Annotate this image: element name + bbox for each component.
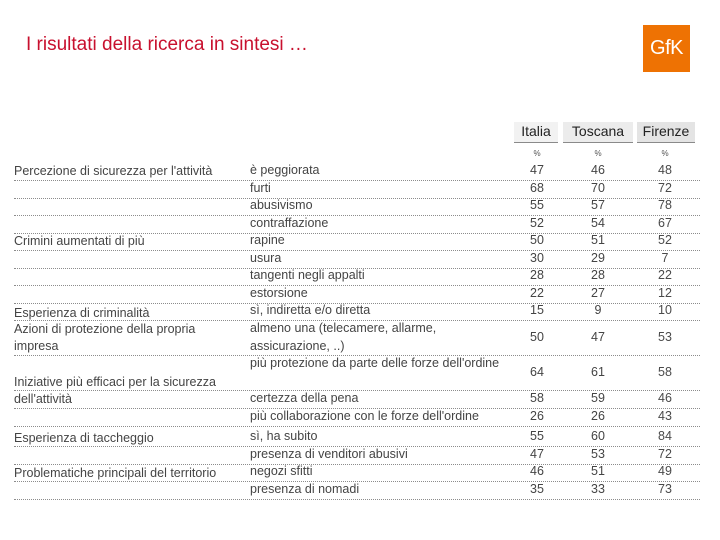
row-item-label: almeno una (telecamere, allarme, assicurazione, ..) [250, 321, 437, 353]
table-row [14, 408, 700, 427]
category-label-territory: Problematiche principali del territorio [14, 466, 217, 480]
value-firenze: 46 [658, 391, 672, 405]
value-italia: 46 [530, 464, 544, 478]
table-row [14, 267, 700, 286]
value-toscana: 47 [591, 329, 605, 344]
row-item-label: più protezione da parte delle forze dell'ordine [250, 356, 500, 370]
value-italia: 26 [530, 409, 544, 423]
value-firenze: 84 [658, 429, 672, 443]
row-item-label: è peggiorata [250, 163, 320, 177]
value-toscana: 60 [591, 429, 605, 443]
value-firenze: 73 [658, 482, 672, 496]
category-label-criminality: Esperienza di criminalità [14, 306, 150, 320]
category-label-shoplifting: Esperienza di taccheggio [14, 431, 154, 445]
value-firenze: 43 [658, 409, 672, 423]
value-firenze: 58 [658, 364, 672, 379]
value-toscana: 28 [591, 268, 605, 282]
row-item-label: tangenti negli appalti [250, 268, 365, 282]
row-item-label: sì, indiretta e/o diretta [250, 303, 371, 317]
value-toscana: 26 [591, 409, 605, 423]
row-item-label: contraffazione [250, 216, 329, 230]
table-row [14, 481, 700, 500]
row-item-label: sì, ha subito [250, 429, 318, 443]
value-toscana: 27 [591, 286, 605, 300]
value-italia: 15 [530, 303, 544, 317]
column-header-firenze: Firenze [637, 122, 695, 143]
value-italia: 47 [530, 163, 544, 177]
value-toscana: 57 [591, 198, 605, 212]
row-item-label: certezza della pena [250, 391, 359, 405]
table-row [14, 180, 700, 199]
gfk-logo: GfK [643, 25, 690, 72]
value-firenze: 7 [661, 251, 669, 265]
column-header-italia: Italia [514, 122, 558, 143]
value-firenze: 78 [658, 198, 672, 212]
row-item-label: usura [250, 251, 282, 265]
value-firenze: 67 [658, 216, 672, 230]
value-italia: 58 [530, 391, 544, 405]
value-toscana: 29 [591, 251, 605, 265]
value-firenze: 72 [658, 447, 672, 461]
row-item-label: presenza di venditori abusivi [250, 447, 408, 461]
value-italia: 52 [530, 216, 544, 230]
value-toscana: 53 [591, 447, 605, 461]
table-row [14, 446, 700, 465]
value-firenze: 49 [658, 464, 672, 478]
table-row [14, 215, 700, 234]
category-label-protection: Azioni di protezione della propria impresa [14, 322, 196, 353]
column-header-toscana: Toscana [563, 122, 633, 143]
table-row [14, 197, 700, 216]
value-firenze: 48 [658, 163, 672, 177]
page-title: I risultati della ricerca in sintesi … [26, 34, 308, 55]
row-item-label: presenza di nomadi [250, 482, 360, 496]
pct-label-toscana: % [594, 149, 602, 158]
value-italia: 50 [530, 233, 544, 247]
table-row [14, 285, 700, 304]
value-toscana: 61 [591, 364, 605, 379]
pct-label-firenze: % [661, 149, 669, 158]
value-italia: 28 [530, 268, 544, 282]
row-item-label: rapine [250, 233, 285, 247]
row-item-label: furti [250, 181, 271, 195]
value-toscana: 9 [594, 303, 602, 317]
value-firenze: 53 [658, 329, 672, 344]
value-toscana: 46 [591, 163, 605, 177]
value-italia: 50 [530, 329, 544, 344]
category-label-crimes: Crimini aumentati di più [14, 234, 145, 248]
pct-label-italia: % [533, 149, 541, 158]
table-row [14, 250, 700, 269]
value-italia: 55 [530, 198, 544, 212]
value-italia: 35 [530, 482, 544, 496]
value-firenze: 22 [658, 268, 672, 282]
value-italia: 30 [530, 251, 544, 265]
value-toscana: 54 [591, 216, 605, 230]
value-toscana: 70 [591, 181, 605, 195]
value-italia: 68 [530, 181, 544, 195]
category-label-initiatives: Iniziative più efficaci per la sicurezza dell'attività [14, 375, 216, 406]
value-italia: 22 [530, 286, 544, 300]
row-item-label: più collaborazione con le forze dell'ordine [250, 409, 479, 423]
value-toscana: 59 [591, 391, 605, 405]
category-label-perception: Percezione di sicurezza per l'attività [14, 164, 213, 178]
value-firenze: 52 [658, 233, 672, 247]
value-firenze: 12 [658, 286, 672, 300]
row-item-label: negozi sfitti [250, 464, 313, 478]
row-item-label: estorsione [250, 286, 308, 300]
value-firenze: 10 [658, 303, 672, 317]
value-firenze: 72 [658, 181, 672, 195]
value-toscana: 33 [591, 482, 605, 496]
value-toscana: 51 [591, 464, 605, 478]
value-toscana: 51 [591, 233, 605, 247]
row-item-label: abusivismo [250, 198, 313, 212]
value-italia: 55 [530, 429, 544, 443]
value-italia: 47 [530, 447, 544, 461]
value-italia: 64 [530, 364, 544, 379]
